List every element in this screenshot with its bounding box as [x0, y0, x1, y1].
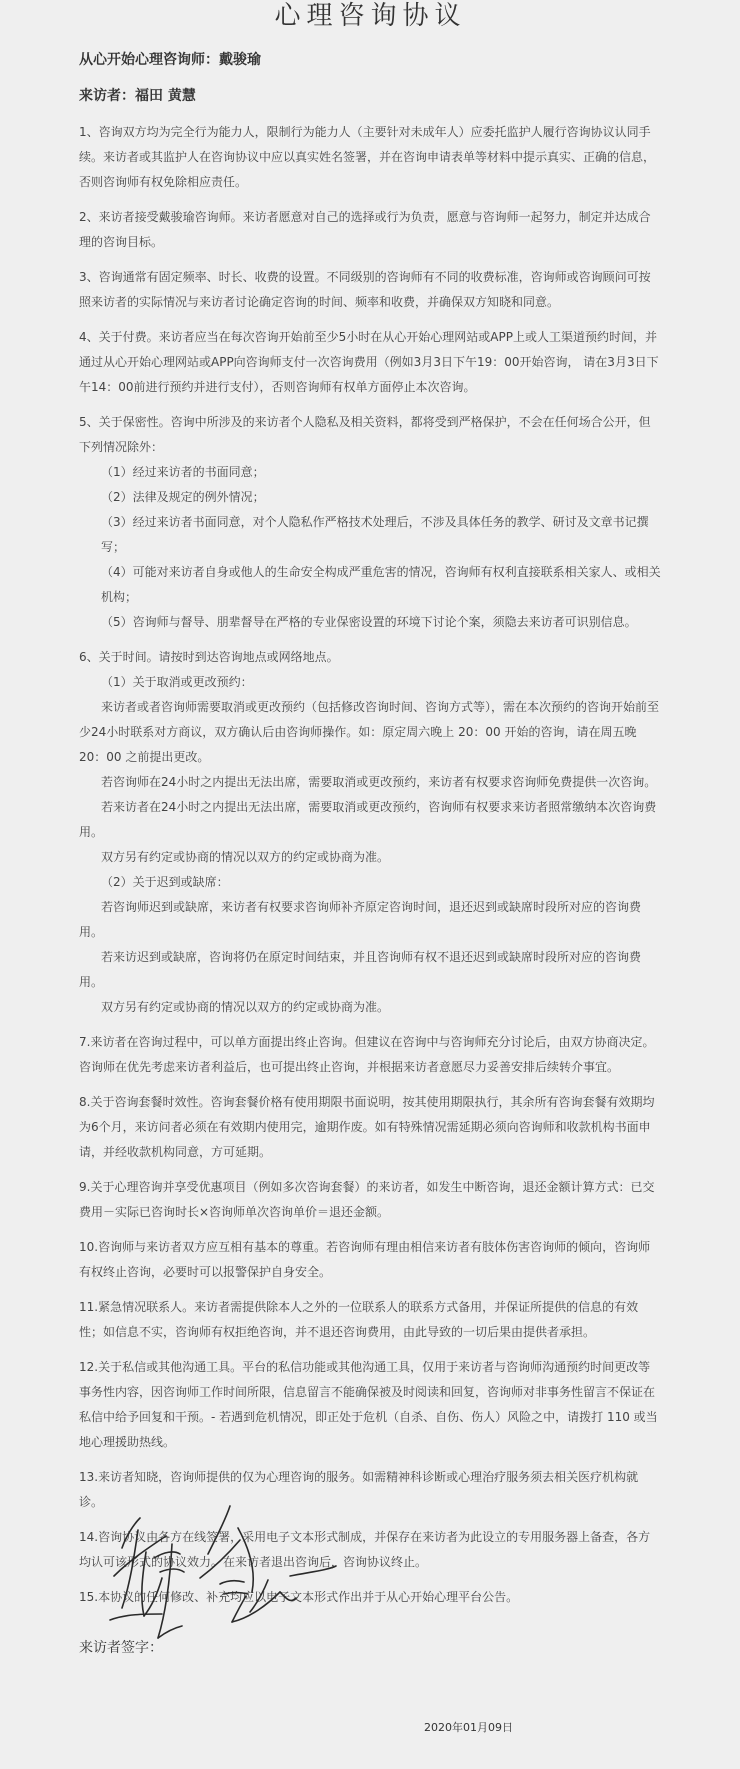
clause-12: 12.关于私信或其他沟通工具。平台的私信功能或其他沟通工具，仅用于来访者与咨询师沟通预约时间更改等事务性内容，因咨询师工作时间所限，信息留言不能确保被及时阅读和回复，咨询师对非事务性留言不保证在私信中给予回复和干预。- 若遇到危机情况，即正处于危机（自杀、自伤、伤人）风险之中，请拨打 110 或当地心理援助热线。	[79, 1360, 658, 1449]
clause-6-paragraph: 若来访迟到或缺席，咨询将仍在原定时间结束，并且咨询师有权不退还迟到或缺席时段所对应的咨询费用。	[79, 950, 642, 989]
clause-6-paragraph: 双方另有约定或协商的情况以双方的约定或协商为准。	[101, 1000, 390, 1014]
clause-6-subheading-late: （2）关于迟到或缺席：	[101, 875, 229, 889]
clause-6-paragraph: 来访者或者咨询师需要取消或更改预约（包括修改咨询时间、咨询方式等），需在本次预约的咨询开始前至少24小时联系对方商议，双方确认后由咨询师操作。如：原定周六晚上 20：00 开始的咨询，请在周五晚 20：00 之前提出更改。	[79, 700, 660, 764]
clause-9: 9.关于心理咨询并享受优惠项目（例如多次咨询套餐）的来访者，如发生中断咨询，退还金额计算方式：已交费用－实际已咨询时长×咨询师单次咨询单价＝退还金额。	[79, 1180, 655, 1219]
clause-8: 8.关于咨询套餐时效性。咨询套餐价格有使用期限书面说明，按其使用期限执行，其余所有咨询套餐有效期均为6个月，来访问者必须在有效期内使用完，逾期作废。如有特殊情况需延期必须向咨询师和收款机构书面申请，并经收款机构同意，方可延期。	[79, 1095, 655, 1159]
clause-5-item: （4）可能对来访者自身或他人的生命安全构成严重危害的情况，咨询师有权利直接联系相关家人、或相关机构；	[101, 565, 661, 604]
clause-10: 10.咨询师与来访者双方应互相有基本的尊重。若咨询师有理由相信来访者有肢体伤害咨询师的倾向，咨询师有权终止咨询，必要时可以报警保护自身安全。	[79, 1240, 651, 1279]
clause-4: 4、关于付费。来访者应当在每次咨询开始前至少5小时在从心开始心理网站或APP上或人工渠道预约时间，并通过从心开始心理网站或APP向咨询师支付一次咨询费用（例如3月3日下午19：00开始咨询， 请在3月3日下午14：00前进行预约并进行支付），否则咨询师有权单方面停止本次咨询。	[79, 330, 659, 394]
clause-3: 3、咨询通常有固定频率、时长、收费的设置。不同级别的咨询师有不同的收费标准，咨询师或咨询顾问可按照来访者的实际情况与来访者讨论确定咨询的时间、频率和收费，并确保双方知晓和同意。	[79, 270, 651, 309]
clause-11: 11.紧急情况联系人。来访者需提供除本人之外的一位联系人的联系方式备用，并保证所提供的信息的有效性；如信息不实，咨询师有权拒绝咨询，并不退还咨询费用，由此导致的一切后果由提供者承担。	[79, 1300, 639, 1339]
clause-2: 2、来访者接受戴骏瑜咨询师。来访者愿意对自己的选择或行为负责，愿意与咨询师一起努力，制定并达成合理的咨询目标。	[79, 210, 651, 249]
clause-5-item: （2）法律及规定的例外情况；	[101, 490, 265, 504]
clause-6-paragraph: 若咨询师在24小时之内提出无法出席，需要取消或更改预约，来访者有权要求咨询师免费提供一次咨询。	[101, 775, 657, 789]
clause-5: 5、关于保密性。咨询中所涉及的来访者个人隐私及相关资料，都将受到严格保护，不会在任何场合公开，但下列情况除外：	[79, 415, 651, 454]
handwritten-signature	[100, 1488, 340, 1648]
visitor-line: 来访者：福田 黄慧	[79, 88, 196, 104]
clause-13: 13.来访者知晓，咨询师提供的仅为心理咨询的服务。如需精神科诊断或心理治疗服务须去相关医疗机构就诊。	[79, 1470, 639, 1509]
clause-7: 7.来访者在咨询过程中，可以单方面提出终止咨询。但建议在咨询中与咨询师充分讨论后，由双方协商决定。咨询师在优先考虑来访者利益后，也可提出终止咨询，并根据来访者意愿尽力妥善安排后续转介事宜。	[79, 1035, 655, 1074]
clause-15: 15.本协议的任何修改、补充均应以电子文本形式作出并于从心开始心理平台公告。	[79, 1590, 519, 1604]
clause-6-paragraph: 若咨询师迟到或缺席，来访者有权要求咨询师补齐原定咨询时间，退还迟到或缺席时段所对应的咨询费用。	[79, 900, 642, 939]
clause-6: 6、关于时间。请按时到达咨询地点或网络地点。	[79, 650, 339, 664]
clause-1: 1、咨询双方均为完全行为能力人，限制行为能力人（主要针对未成年人）应委托监护人履行咨询协议认同手续。来访者或其监护人在咨询协议中应以真实姓名签署，并在咨询申请表单等材料中提示真实、正确的信息，否则咨询师有权免除相应责任。	[79, 125, 656, 189]
clause-14: 14.咨询协议由各方在线签署，采用电子文本形式制成，并保存在来访者为此设立的专用服务器上备查，各方均认可该形式的协议效力。在来访者退出咨询后，咨询协议终止。	[79, 1530, 651, 1569]
clause-6-paragraph: 若来访者在24小时之内提出无法出席，需要取消或更改预约，咨询师有权要求来访者照常缴纳本次咨询费用。	[79, 800, 657, 839]
signature-date: 2020年01月09日	[424, 1721, 513, 1734]
clause-5-item: （5）咨询师与督导、朋辈督导在严格的专业保密设置的环境下讨论个案，须隐去来访者可识别信息。	[101, 615, 637, 629]
clause-5-item: （3）经过来访者书面同意，对个人隐私作严格技术处理后，不涉及具体任务的教学、研讨及文章书记撰写；	[101, 515, 649, 554]
clause-6-subheading-cancel: （1）关于取消或更改预约：	[101, 675, 253, 689]
clause-6-paragraph: 双方另有约定或协商的情况以双方的约定或协商为准。	[101, 850, 390, 864]
counselor-line: 从心开始心理咨询师：戴骏瑜	[79, 52, 261, 68]
signature-label: 来访者签字：	[79, 1640, 163, 1656]
page-title: 心理咨询协议	[274, 1, 467, 31]
clause-5-item: （1）经过来访者的书面同意；	[101, 465, 265, 479]
